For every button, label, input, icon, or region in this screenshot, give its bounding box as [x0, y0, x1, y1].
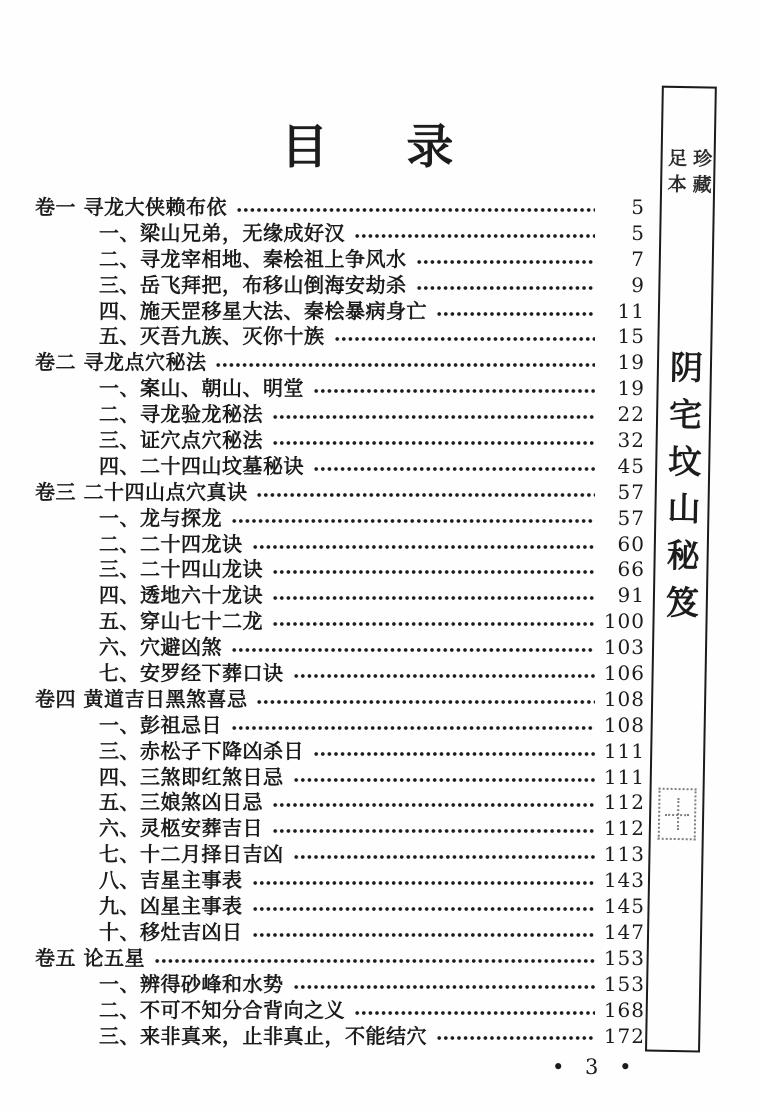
dot-leader: [253, 536, 596, 556]
toc-entry-page: 5: [631, 195, 645, 219]
dot-leader: [273, 820, 595, 840]
toc-entry: [35, 583, 645, 609]
toc-entry-label: 三、证穴点穴秘法: [99, 428, 263, 453]
dot-leader: [437, 1027, 595, 1047]
toc-entry-page: 45: [617, 453, 645, 478]
toc-entry-label: 五、穿山七十二龙: [99, 609, 263, 634]
toc-entry-label: 四、二十四山坟墓秘诀: [99, 453, 304, 478]
dot-leader: [355, 1002, 595, 1022]
dot-leader: [273, 587, 595, 607]
dot-leader: [273, 613, 595, 633]
toc-entry-page: 112: [603, 816, 645, 841]
toc-entry-page: 113: [603, 842, 645, 867]
toc-entry: [35, 739, 645, 765]
dot-leader: [216, 354, 595, 374]
toc-entry: [35, 842, 645, 868]
toc-entry-label: 三、来非真来，止非真止，不能结穴: [99, 1023, 427, 1048]
dot-leader: [314, 458, 595, 478]
dot-leader: [273, 432, 595, 452]
toc-entry-label: 一、龙与探龙: [99, 505, 222, 530]
toc-entry-label: 卷四 黄道吉日黑煞喜忌: [35, 686, 248, 711]
toc-entry-page: 15: [617, 324, 645, 349]
dot-leader: [273, 794, 595, 814]
toc-entry-label: 三、赤松子下降凶杀日: [99, 738, 304, 763]
toc-entry: [35, 402, 645, 428]
spine-book-title: 阴宅坟山秘笈: [660, 349, 705, 633]
toc-entry-label: 卷一 寻龙大侠赖布依: [35, 195, 227, 219]
dot-leader: [232, 639, 595, 659]
toc-entry: [35, 1024, 645, 1050]
toc-entry: [35, 894, 645, 920]
toc-entry-label: 七、十二月择日吉凶: [99, 842, 284, 867]
toc-entry: [35, 273, 645, 299]
dot-leader: [155, 950, 595, 970]
toc-entry-label: 五、三娘煞凶日忌: [99, 790, 263, 815]
toc-entry: [35, 480, 645, 506]
toc-entry: [35, 428, 645, 454]
toc-entry-page: 153: [603, 971, 645, 996]
toc-entry-page: 60: [617, 531, 645, 556]
dot-leader: [294, 665, 596, 685]
toc-entry: [35, 816, 645, 842]
toc-entry-label: 四、三煞即红煞日忌: [99, 764, 284, 789]
toc-entry-label: 一、梁山兄弟，无缘成好汉: [99, 220, 345, 245]
toc-entry: [35, 661, 645, 687]
dot-leader: [437, 303, 595, 323]
toc-entry-page: 66: [617, 557, 645, 582]
dot-leader: [257, 691, 595, 711]
seal-column-left: 足本: [664, 147, 688, 201]
toc-entry-label: 卷二 寻龙点穴秘法: [35, 350, 207, 375]
toc-entry: [35, 299, 645, 325]
footer-page-number: • 3 •: [552, 1055, 639, 1079]
dot-leader: [314, 743, 595, 763]
toc-entry: [35, 454, 645, 480]
toc-entry-label: 八、吉星主事表: [99, 868, 243, 893]
dot-leader: [294, 846, 596, 866]
toc-entry-page: 11: [617, 298, 645, 323]
toc-entry: [35, 998, 645, 1024]
toc-entry-page: 145: [603, 894, 645, 919]
toc-entry: [35, 713, 645, 739]
toc-entry-page: 111: [603, 738, 645, 763]
dot-leader: [273, 406, 595, 426]
toc-list: [35, 195, 645, 1049]
toc-entry: [35, 195, 645, 221]
toc-entry-page: 108: [603, 686, 645, 711]
toc-entry-page: 57: [617, 479, 645, 504]
seal-column-right: 珍藏: [689, 148, 713, 201]
toc-entry-page: 7: [631, 246, 645, 271]
toc-entry-page: 57: [617, 505, 645, 530]
toc-entry: [35, 247, 645, 273]
toc-entry-page: 143: [603, 868, 645, 893]
toc-entry: [35, 609, 645, 635]
toc-entry-label: 一、彭祖忌日: [99, 712, 222, 737]
toc-entry-label: 一、案山、朝山、明堂: [99, 376, 304, 401]
dot-leader: [253, 872, 596, 892]
dot-leader: [253, 898, 596, 918]
toc-entry-label: 二、寻龙验龙秘法: [99, 402, 263, 427]
spine-seal-script: [662, 148, 714, 201]
toc-entry-page: 5: [631, 220, 645, 245]
toc-entry-page: 91: [617, 583, 645, 608]
toc-entry-page: 172: [603, 1023, 645, 1048]
toc-entry-page: 153: [603, 945, 645, 970]
toc-entry: [35, 350, 645, 376]
dot-leader: [314, 380, 595, 400]
dot-leader: [232, 717, 595, 737]
toc-entry-label: 九、凶星主事表: [99, 894, 243, 919]
dot-leader: [294, 769, 596, 789]
toc-entry-label: 二、不可不知分合背向之义: [99, 997, 345, 1022]
toc-entry-page: 168: [603, 997, 645, 1022]
toc-entry-page: 9: [631, 272, 645, 297]
toc-entry-label: 四、透地六十龙诀: [99, 583, 263, 608]
toc-entry-label: 卷三 二十四山点穴真诀: [35, 479, 248, 504]
dot-leader: [237, 199, 595, 219]
toc-entry: [35, 972, 645, 998]
seal-stamp-cross-horizontal: [665, 814, 689, 816]
spine-box: [645, 86, 717, 1053]
toc-entry: [35, 557, 645, 583]
toc-entry-label: 一、辨得砂峰和水势: [99, 971, 284, 996]
toc-entry-page: 22: [617, 402, 645, 427]
toc-entry: [35, 687, 645, 713]
toc-entry-page: 111: [603, 764, 645, 789]
dot-leader: [257, 484, 595, 504]
toc-entry: [35, 506, 645, 532]
toc-entry-page: 100: [603, 609, 645, 634]
toc-entry: [35, 376, 645, 402]
dot-leader: [417, 251, 596, 271]
dot-leader: [253, 924, 596, 944]
toc-entry-label: 七、安罗经下葬口诀: [99, 661, 284, 686]
toc-entry-label: 三、二十四山龙诀: [99, 557, 263, 582]
toc-entry-page: 19: [617, 350, 645, 375]
toc-entry: [35, 765, 645, 791]
dot-leader: [335, 328, 596, 348]
page-title: 目 录: [281, 120, 457, 175]
toc-entry-page: 147: [603, 919, 645, 944]
toc-entry: [35, 920, 645, 946]
toc-entry-label: 十、移灶吉凶日: [99, 919, 243, 944]
toc-entry-label: 四、施天罡移星大法、秦桧暴病身亡: [99, 298, 427, 323]
dot-leader: [355, 225, 595, 245]
toc-entry-label: 卷五 论五星: [35, 945, 145, 970]
toc-entry-page: 19: [617, 376, 645, 401]
toc-entry: [35, 221, 645, 247]
dot-leader: [232, 510, 595, 530]
toc-entry: [35, 868, 645, 894]
toc-entry-page: 32: [617, 428, 645, 453]
toc-entry-label: 二、寻龙宰相地、秦桧祖上争风水: [99, 246, 407, 271]
toc-entry: [35, 324, 645, 350]
toc-entry: [35, 532, 645, 558]
toc-entry: [35, 946, 645, 972]
toc-entry-label: 五、灭吾九族、灭你十族: [99, 324, 325, 349]
toc-entry-label: 三、岳飞拜把，布移山倒海安劫杀: [99, 272, 407, 297]
toc-entry-label: 二、二十四龙诀: [99, 531, 243, 556]
toc-entry-page: 108: [603, 712, 645, 737]
seal-stamp-icon: [657, 788, 696, 841]
toc-entry-page: 112: [603, 790, 645, 815]
dot-leader: [417, 277, 596, 297]
toc-entry-label: 六、穴避凶煞: [99, 635, 222, 660]
toc-entry-page: 103: [603, 635, 645, 660]
toc-entry-label: 六、灵柩安葬吉日: [99, 816, 263, 841]
dot-leader: [273, 561, 595, 581]
dot-leader: [294, 976, 596, 996]
toc-entry: [35, 790, 645, 816]
toc-entry-page: 106: [603, 661, 645, 686]
toc-entry: [35, 635, 645, 661]
